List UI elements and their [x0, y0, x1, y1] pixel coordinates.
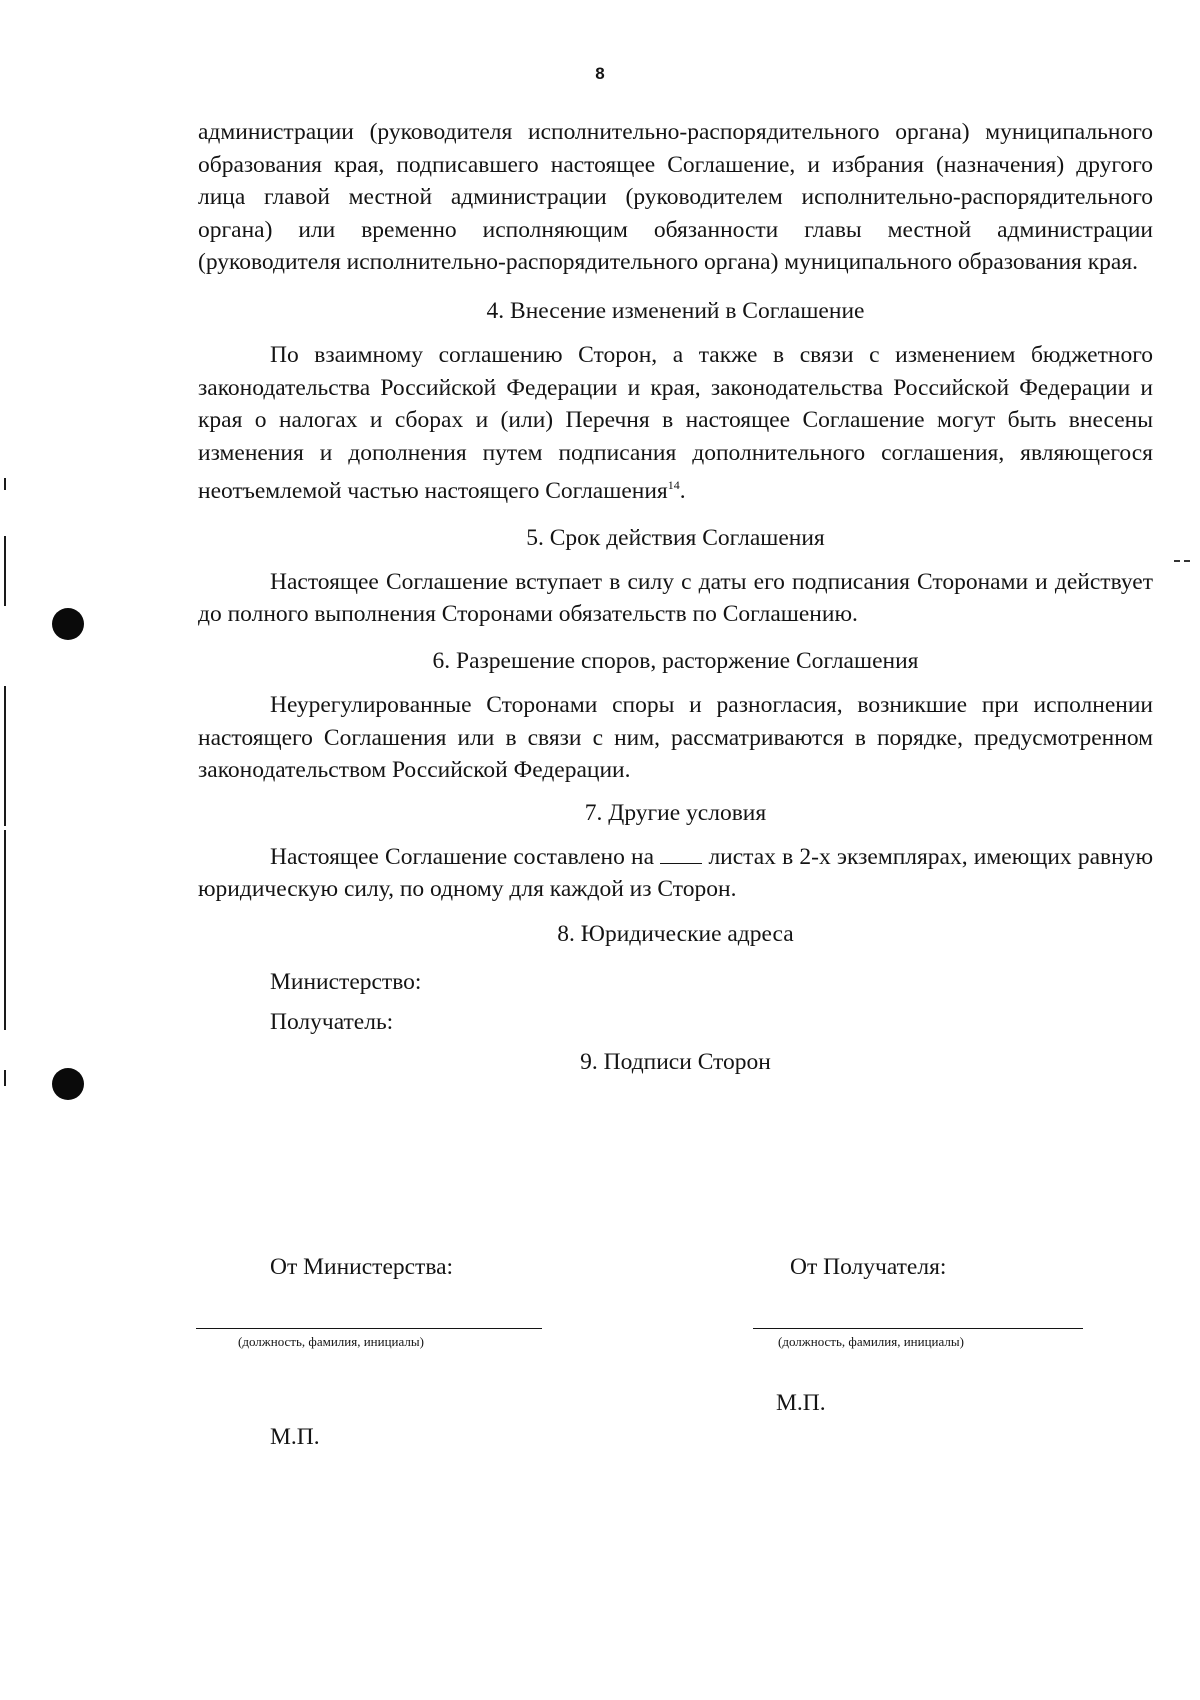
from-ministry-label: От Министерства:: [270, 1254, 454, 1280]
recipient-address-label: Получатель:: [270, 1008, 394, 1035]
recipient-signature-caption: (должность, фамилия, инициалы): [778, 1334, 964, 1349]
section-5-text: Настоящее Соглашение вступает в силу с даты его подписания Сторонами и действует до полного выполнения Сторонами обязательств по Соглашению.: [198, 568, 1153, 628]
ministry-stamp-place: М.П.: [270, 1424, 320, 1450]
section-7-after: листах в 2-х экземплярах, имеющих равную юридическую силу, по одному для каждой из Сторон.: [198, 843, 1154, 903]
recipient-signature-line: [753, 1328, 1083, 1329]
ministry-signature-line: [196, 1328, 542, 1329]
document-body: [198, 116, 1153, 1078]
section-8-heading: 8. Юридические адреса: [557, 920, 794, 947]
section-4-body: По взаимному соглашению Сторон, а также в связи с изменением бюджетного законодательства Российской Федерации и края, законодательства Российской Федерации и края о налогах и сборах и (или) Перечня в настоящее Соглашение могут быть внесены изменения и дополнения путем подписания дополнительного соглашения, являющегося неотъемлемой частью настоящего Соглашения: [198, 341, 1153, 505]
recipient-stamp-place: М.П.: [776, 1390, 826, 1416]
footnote-marker: 14: [667, 478, 680, 493]
ministry-address-label: Министерство:: [270, 968, 422, 995]
section-4-heading: 4. Внесение изменений в Соглашение: [486, 297, 865, 324]
from-recipient-label: От Получателя:: [790, 1254, 947, 1280]
section-4-end: .: [679, 478, 686, 505]
section-6-text: Неурегулированные Сторонами споры и разногласия, возникшие при исполнении настоящего Соглашения или в связи с ним, рассматриваются в порядке, предусмотренном законодательством Российской Федерации.: [198, 691, 1153, 784]
scan-edge-mark: [4, 686, 6, 826]
scan-edge-mark: [4, 478, 6, 490]
scan-edge-mark: [1174, 560, 1190, 562]
intro-paragraph: администрации (руководителя исполнительно-распорядительного органа) муниципального образования края, подписавшего настоящее Соглашение, и избрания (назначения) другого лица главой местной администрации (руководителем исполнительно-распорядительного органа) или временно исполняющим обязанности главы местной администрации (руководителя исполнительно-распорядительного органа) муниципального образования края.: [198, 119, 1153, 276]
scan-edge-mark: [4, 536, 6, 606]
page-number: 8: [595, 64, 605, 83]
section-6-heading: 6. Разрешение споров, расторжение Соглашения: [432, 647, 919, 674]
scan-edge-mark: [4, 1070, 6, 1086]
scan-edge-mark: [4, 830, 6, 1030]
section-5-heading: 5. Срок действия Соглашения: [526, 524, 825, 551]
section-7-heading: 7. Другие условия: [584, 799, 767, 826]
section-7-text: [198, 841, 1153, 906]
sheet-count-blank: [660, 845, 702, 864]
punch-hole-mark: [52, 608, 84, 640]
section-4-text: [198, 339, 1153, 508]
punch-hole-mark: [52, 1068, 84, 1100]
section-9-heading: 9. Подписи Сторон: [580, 1048, 771, 1075]
section-7-before: Настоящее Соглашение составлено на: [270, 843, 655, 870]
ministry-signature-caption: (должность, фамилия, инициалы): [238, 1334, 424, 1349]
